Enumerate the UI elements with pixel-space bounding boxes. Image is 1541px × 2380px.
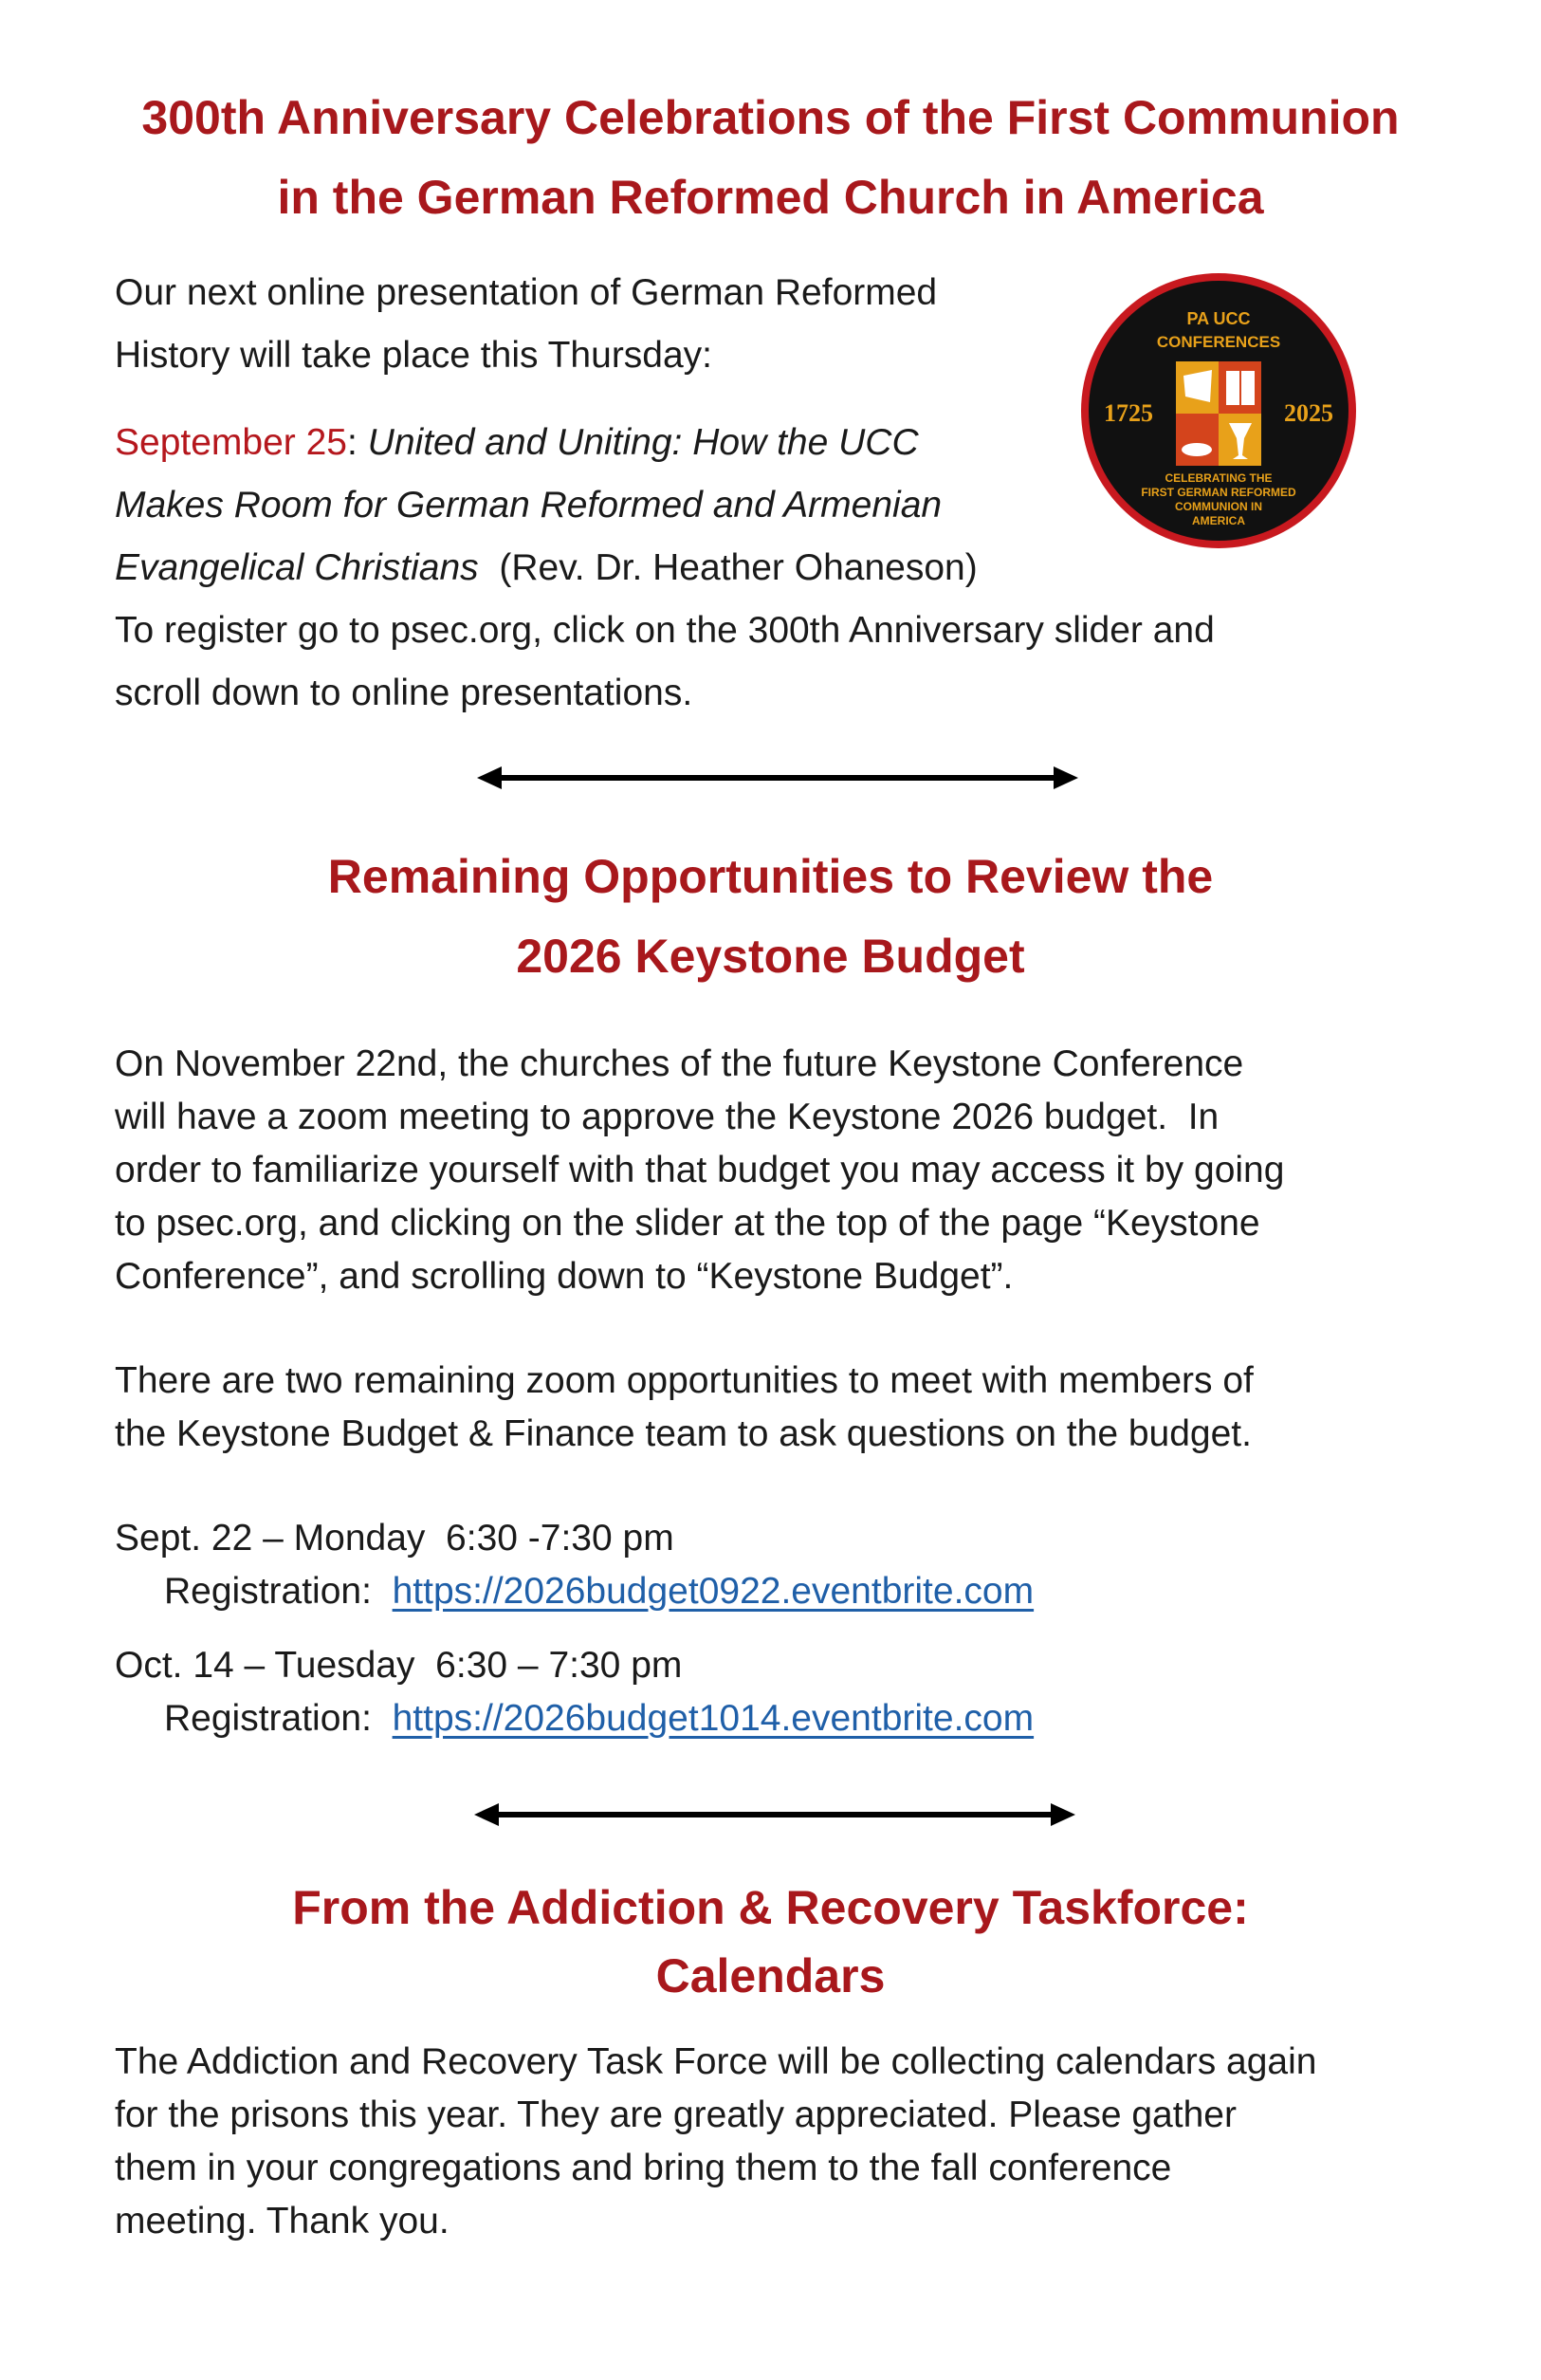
budget-p1-line1: On November 22nd, the churches of the future Keystone Conference bbox=[115, 1043, 1244, 1084]
session2-registration bbox=[115, 1692, 1433, 1745]
session1-reg-label: Registration: bbox=[164, 1571, 393, 1612]
budget-paragraph1 bbox=[115, 1038, 1433, 1303]
double-arrow-divider-icon bbox=[477, 759, 1078, 797]
budget-p1-line5: Conference”, and scrolling down to “Keystone Budget”. bbox=[115, 1256, 1014, 1297]
session2-reg-label: Registration: bbox=[164, 1698, 393, 1739]
session2-date: Oct. 14 – Tuesday 6:30 – 7:30 pm bbox=[115, 1645, 683, 1686]
section1-title-line2: in the German Reformed Church in America bbox=[277, 171, 1264, 224]
logo-top-text: PA UCC bbox=[1186, 309, 1251, 328]
presentation-title-part1: United and Uniting: How the UCC bbox=[367, 422, 919, 463]
budget-p1-line3: order to familiarize yourself with that budget you may access it by going bbox=[115, 1150, 1285, 1190]
presentation-date: September 25 bbox=[115, 422, 347, 463]
section2-heading bbox=[0, 837, 1541, 996]
budget-p1-line2: will have a zoom meeting to approve the Keystone 2026 budget. In bbox=[115, 1097, 1220, 1137]
section1-title-line1: 300th Anniversary Celebrations of the First Communion bbox=[141, 91, 1400, 144]
taskforce-line2: for the prisons this year. They are greatly appreciated. Please gather bbox=[115, 2094, 1237, 2135]
colon-text: : bbox=[347, 422, 368, 463]
logo-bottom2: FIRST GERMAN REFORMED bbox=[1141, 486, 1296, 499]
logo-quadrant-bl bbox=[1176, 414, 1219, 466]
session1-registration-link[interactable]: https://2026budget0922.eventbrite.com bbox=[392, 1571, 1035, 1612]
presentation-speaker: (Rev. Dr. Heather Ohaneson) bbox=[478, 547, 978, 588]
section2-title-line2: 2026 Keystone Budget bbox=[516, 930, 1025, 983]
register-line1: To register go to psec.org, click on the 300th Anniversary slider and bbox=[115, 610, 1215, 651]
logo-year-left: 1725 bbox=[1104, 399, 1153, 427]
intro-line1: Our next online presentation of German Reformed bbox=[115, 272, 938, 313]
section3-heading bbox=[0, 1873, 1541, 2010]
session1-registration bbox=[115, 1565, 1433, 1618]
session1 bbox=[115, 1512, 1433, 1618]
taskforce-line3: them in your congregations and bring them to the fall conference bbox=[115, 2148, 1172, 2188]
taskforce-paragraph bbox=[115, 2036, 1433, 2248]
section1-intro bbox=[115, 262, 1063, 387]
section3-title-line2: Calendars bbox=[655, 1949, 886, 2002]
budget-p2-line2: the Keystone Budget & Finance team to ask questions on the budget. bbox=[115, 1413, 1252, 1454]
pa-ucc-anniversary-logo bbox=[1079, 271, 1358, 550]
budget-p2-line1: There are two remaining zoom opportunities to meet with members of bbox=[115, 1360, 1254, 1401]
logo-bottom3: COMMUNION IN bbox=[1175, 500, 1262, 513]
section3-title-line1: From the Addiction & Recovery Taskforce: bbox=[292, 1881, 1249, 1934]
logo-top2-text: CONFERENCES bbox=[1156, 333, 1281, 351]
section1-heading bbox=[0, 78, 1541, 237]
logo-bottom1: CELEBRATING THE bbox=[1165, 471, 1273, 485]
logo-bottom4: AMERICA bbox=[1192, 514, 1245, 527]
session2 bbox=[115, 1639, 1433, 1745]
budget-paragraph2 bbox=[115, 1355, 1433, 1461]
double-arrow-divider-2-icon bbox=[474, 1796, 1075, 1834]
intro-line2: History will take place this Thursday: bbox=[115, 335, 713, 376]
presentation-title-part2: Makes Room for German Reformed and Armenian bbox=[115, 485, 943, 526]
taskforce-line4: meeting. Thank you. bbox=[115, 2201, 449, 2242]
logo-lamp-icon bbox=[1182, 443, 1212, 456]
taskforce-line1: The Addiction and Recovery Task Force will be collecting calendars again bbox=[115, 2041, 1317, 2082]
presentation-title-part3: Evangelical Christians bbox=[115, 547, 479, 588]
budget-p1-line4: to psec.org, and clicking on the slider at the top of the page “Keystone bbox=[115, 1203, 1260, 1244]
logo-year-right: 2025 bbox=[1284, 399, 1333, 427]
session2-registration-link[interactable]: https://2026budget1014.eventbrite.com bbox=[392, 1698, 1035, 1739]
register-line2: scroll down to online presentations. bbox=[115, 673, 693, 713]
session1-date: Sept. 22 – Monday 6:30 -7:30 pm bbox=[115, 1518, 674, 1559]
section2-title-line1: Remaining Opportunities to Review the bbox=[327, 850, 1214, 903]
